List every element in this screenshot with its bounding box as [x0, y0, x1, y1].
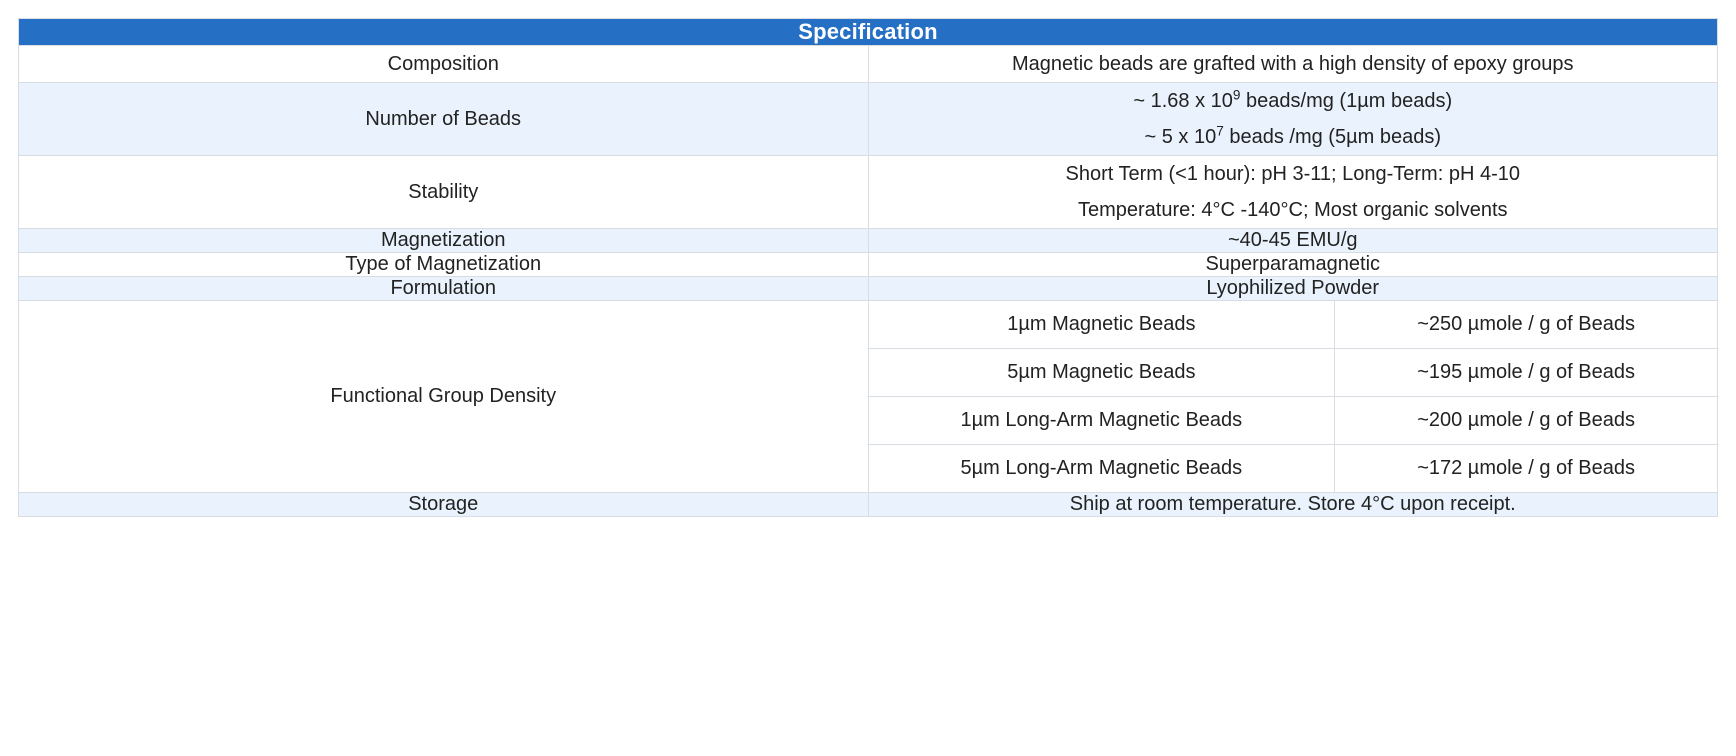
value-text: ~ 1.68 x 10: [1133, 90, 1233, 112]
row-label-number-of-beads: Number of Beads: [19, 83, 869, 156]
row-value-storage: Ship at room temperature. Store 4°C upon receipt.: [868, 493, 1718, 517]
row-value-formulation: Lyophilized Powder: [868, 277, 1718, 301]
table-row: [19, 253, 1718, 277]
value-line: Temperature: 4°C -140°C; Most organic solvents: [1077, 199, 1508, 221]
bead-type-label: 1µm Long-Arm Magnetic Beads: [869, 397, 1335, 445]
bead-density-value: ~195 µmole / g of Beads: [1335, 349, 1717, 397]
table-header-title: Specification: [19, 19, 1718, 46]
row-label-storage: Storage: [19, 493, 869, 517]
row-label-stability: Stability: [19, 156, 869, 229]
row-label-type-of-magnetization: Type of Magnetization: [19, 253, 869, 277]
table-row: [869, 349, 1718, 397]
row-label-magnetization: Magnetization: [19, 229, 869, 253]
table-row-functional-group-density: [19, 301, 1718, 493]
table-row: [19, 83, 1718, 156]
bead-density-value: ~250 µmole / g of Beads: [1335, 301, 1717, 349]
row-value-type-of-magnetization: Superparamagnetic: [868, 253, 1718, 277]
functional-group-density-subtable-host: [868, 301, 1718, 493]
table-header-row: [19, 19, 1718, 46]
exponent: 9: [1232, 87, 1241, 103]
row-label-formulation: Formulation: [19, 277, 869, 301]
table-row: [869, 397, 1718, 445]
table-row: [869, 445, 1718, 493]
value-line: [869, 119, 1718, 155]
row-label-composition: Composition: [19, 46, 869, 83]
bead-type-label: 5µm Magnetic Beads: [869, 349, 1335, 397]
bead-type-label: 1µm Magnetic Beads: [869, 301, 1335, 349]
bead-density-value: ~200 µmole / g of Beads: [1335, 397, 1717, 445]
table-row: [19, 493, 1718, 517]
table-row: [19, 277, 1718, 301]
bead-type-label: 5µm Long-Arm Magnetic Beads: [869, 445, 1335, 493]
row-label-functional-group-density: Functional Group Density: [19, 301, 869, 493]
value-text: beads /mg (5µm beads): [1223, 126, 1441, 148]
specification-table: [18, 18, 1718, 517]
table-row: [19, 156, 1718, 229]
row-value-composition: [868, 46, 1718, 83]
row-value-number-of-beads: [868, 83, 1718, 156]
bead-density-value: ~172 µmole / g of Beads: [1335, 445, 1717, 493]
table-row: [869, 301, 1718, 349]
value-line: Magnetic beads are grafted with a high density of epoxy groups: [1012, 53, 1574, 75]
row-value-stability: [868, 156, 1718, 229]
value-text: beads/mg (1µm beads): [1240, 90, 1453, 112]
row-value-magnetization: ~40-45 EMU/g: [868, 229, 1718, 253]
value-line: Short Term (<1 hour): pH 3-11; Long-Term: pH 4-10: [1065, 163, 1520, 185]
table-row: [19, 46, 1718, 83]
functional-group-density-table: [869, 301, 1718, 492]
value-text: ~ 5 x 10: [1144, 126, 1217, 148]
table-row: [19, 229, 1718, 253]
exponent: 7: [1216, 123, 1224, 139]
value-line: [869, 83, 1718, 119]
